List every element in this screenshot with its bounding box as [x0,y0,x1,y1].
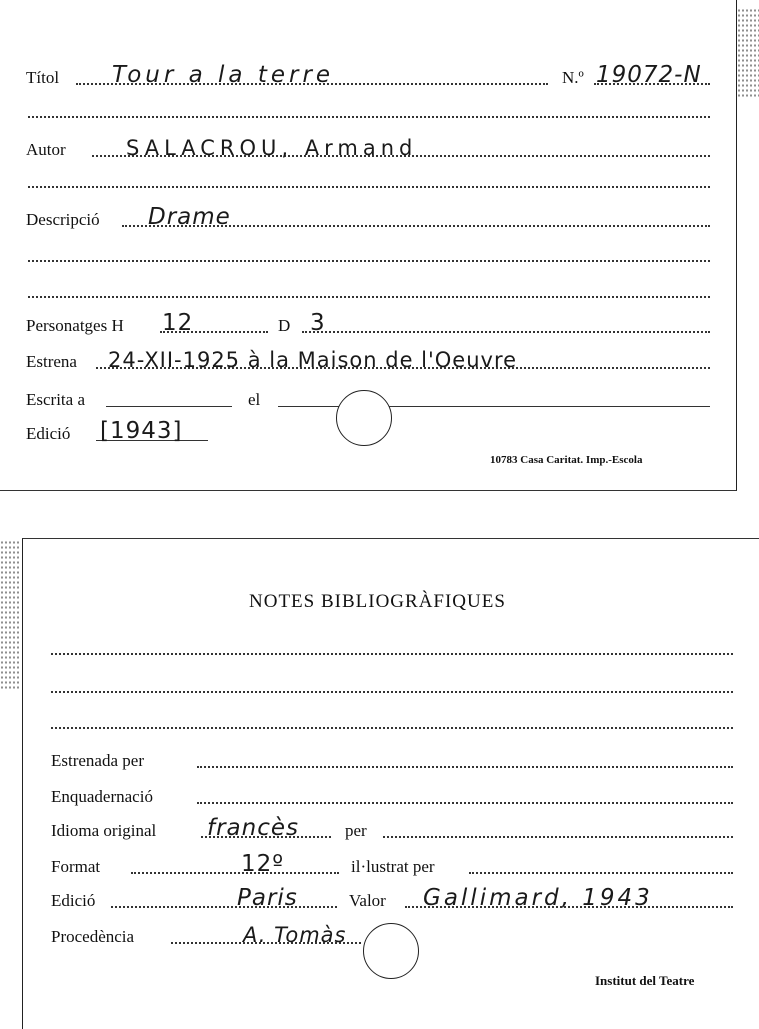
enquadernacio-label: Enquadernació [51,787,153,806]
titol-continuation-line [28,116,710,118]
estrena-value: 24-XII-1925 à la Maison de l'Oeuvre [108,348,518,372]
titol-row [0,60,736,90]
escrita-dots [106,406,232,407]
estrenada-label: Estrenada per [51,751,144,770]
illustrat-label: il·lustrat per [351,857,435,876]
descripcio-value: Drame [148,204,231,230]
card-back-footer: Institut del Teatre [595,973,695,988]
format-dots [131,872,339,874]
punch-hole-stamp-back [363,923,419,979]
personatges-h-label: Personatges H [26,316,124,335]
escrita-label: Escrita a [26,390,85,409]
valor-value: Gallimard, 1943 [423,885,653,911]
titol-value: Tour a la terre [112,62,335,88]
idioma-per-label: per [345,821,367,840]
idioma-label: Idioma original [51,821,157,840]
card-front-footer: 10783 Casa Caritat. Imp.-Escola [490,454,643,466]
catalog-card-front [0,0,737,491]
autor-continuation-line [28,186,710,188]
format-label: Format [51,857,101,876]
notes-line-1 [51,653,733,655]
valor-label: Valor [349,891,386,910]
scan-speckle-left [0,540,20,690]
procedencia-value: A. Tomàs [243,923,347,947]
edicio-back-row [23,883,759,913]
estrena-row [0,344,736,374]
autor-label: Autor [26,140,66,159]
procedencia-label: Procedència [51,927,135,946]
format-value: 12º [241,851,285,877]
descripcio-line-2 [28,260,710,262]
edicio-back-label: Edició [51,891,96,910]
descripcio-line-3 [28,296,710,298]
titol-label: Títol [26,68,60,87]
idioma-per-dots [383,836,733,838]
format-row [23,849,759,879]
personatges-row [0,308,736,338]
descripcio-row [0,202,736,232]
scan-speckle-top-right [737,8,759,98]
idioma-value: francès [207,815,300,841]
estrenada-dots [197,766,733,768]
enquadernacio-row [23,779,759,809]
edicio-value: [1943] [100,418,183,444]
autor-row [0,132,736,162]
personatges-d-label: D [278,316,291,335]
edicio-back-dots [111,906,337,908]
personatges-h-value: 12 [162,310,194,336]
estrena-label: Estrena [26,352,77,371]
notes-heading: NOTES BIBLIOGRÀFIQUES [249,591,506,612]
personatges-d-value: 3 [310,310,326,336]
estrenada-row [23,743,759,773]
escrita-el-label: el [248,390,261,409]
numero-value: 19072-N [596,62,702,88]
notes-line-3 [51,727,733,729]
numero-label: N.º [562,68,584,87]
descripcio-label: Descripció [26,210,100,229]
notes-line-2 [51,691,733,693]
edicio-back-value: Paris [237,885,298,911]
punch-hole-stamp [336,390,392,446]
personatges-d-dots [302,331,710,333]
edicio-label: Edició [26,424,71,443]
autor-value: SALACROU, Armand [126,136,418,160]
catalog-card-back [22,538,759,1029]
idioma-row [23,813,759,843]
enquadernacio-dots [197,802,733,804]
illustrat-dots [469,872,733,874]
